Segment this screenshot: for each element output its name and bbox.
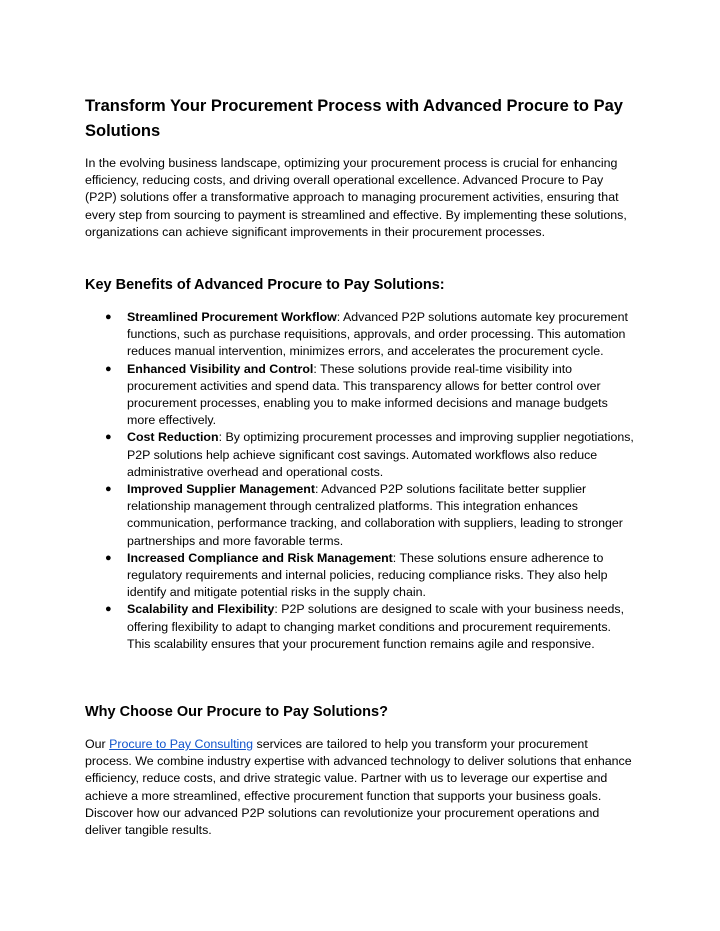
- outro-paragraph: [85, 736, 637, 839]
- list-item: [85, 361, 637, 430]
- procure-to-pay-consulting-link[interactable]: Procure to Pay Consulting: [109, 737, 254, 751]
- bullet-icon: ●: [105, 551, 112, 564]
- page-title: Transform Your Procurement Process with Advanced Procure to Pay Solutions: [85, 97, 623, 140]
- bullet-icon: ●: [105, 362, 112, 375]
- benefit-text: : These solutions ensure adherence to regulatory requirements and internal policies, reducing compliance risks. They also help identify and mitigate potential risks in the supply chain.: [127, 550, 608, 600]
- list-item: [85, 601, 637, 653]
- benefit-term: Improved Supplier Management: [127, 482, 315, 497]
- benefits-list: [85, 309, 637, 653]
- outro-body: services are tailored to help you transform your procurement process. We combine industry expertise with advanced technology to deliver solutions that enhance efficiency, reduce costs, and drive strategic value. Partner with us to leverage our expertise and achieve a more streamlined, effective procurement function that supports your business goals. Discover how our advanced P2P solutions can revolutionize your procurement operations and deliver tangible results.: [85, 737, 632, 838]
- bullet-icon: ●: [105, 311, 112, 323]
- bullet-icon: ●: [105, 603, 112, 616]
- bullet-icon: ●: [105, 431, 112, 444]
- benefit-term: Cost Reduction: [127, 430, 219, 445]
- benefit-text: : These solutions provide real-time visibility into procurement activities and spend data. This transparency allows for better control over procurement processes, enabling you to make informed decisions and manage budgets more effectively.: [127, 361, 608, 428]
- list-item: [85, 481, 637, 550]
- outro-lead: Our: [85, 737, 110, 751]
- benefit-term: Scalability and Flexibility: [127, 602, 275, 617]
- list-item: [85, 550, 637, 602]
- intro-paragraph: In the evolving business landscape, optimizing your procurement process is crucial for enhancing efficiency, reducing costs, and driving overall operational excellence. Advanced Procure to Pay (P2P) solutions offer a transformative approach to managing procurement activities, ensuring that every step from sourcing to payment is streamlined and effective. By implementing these solutions, organizations can achieve significant improvements in their procurement processes.: [85, 156, 627, 239]
- benefit-text: : P2P solutions are designed to scale with your business needs, offering flexibility to adapt to changing market conditions and procurement requirements. This scalability ensures that your procurement function remains agile and responsive.: [127, 602, 625, 651]
- benefits-heading: Key Benefits of Advanced Procure to Pay Solutions:: [85, 277, 445, 293]
- benefit-text: : By optimizing procurement processes and improving supplier negotiations, P2P solutions help achieve significant cost savings. Automated workflows also reduce administrative overhead and operational costs.: [127, 430, 634, 479]
- benefit-term: Enhanced Visibility and Control: [127, 361, 314, 376]
- bullet-icon: ●: [105, 483, 112, 496]
- benefit-term: Streamlined Procurement Workflow: [127, 310, 337, 324]
- list-item: [85, 309, 637, 361]
- benefit-text: : Advanced P2P solutions automate key procurement functions, such as purchase requisitions, approvals, and order processing. This automation reduces manual intervention, minimizes errors, and accelerates the procurement cycle.: [127, 310, 628, 359]
- list-item: [85, 429, 637, 481]
- benefit-text: : Advanced P2P solutions facilitate better supplier relationship management through centralized platforms. This integration enhances communication, performance tracking, and collaboration with suppliers, leading to stronger partnerships and more favorable terms.: [127, 482, 623, 548]
- benefit-term: Increased Compliance and Risk Management: [127, 550, 393, 565]
- why-heading: Why Choose Our Procure to Pay Solutions?: [85, 704, 388, 720]
